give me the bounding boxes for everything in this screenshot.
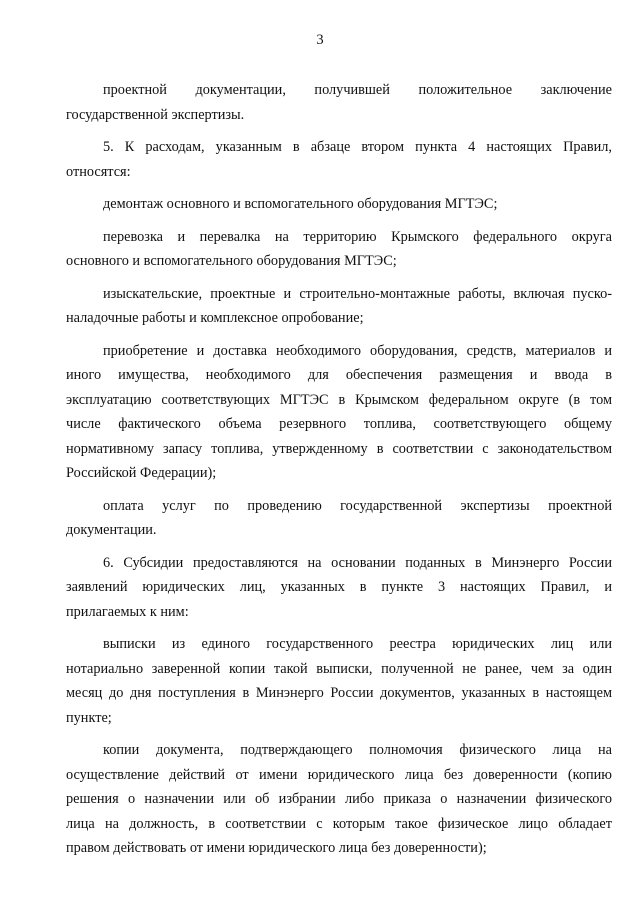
paragraph — [66, 78, 612, 127]
text-line: прилагаемых к ним: — [66, 603, 189, 620]
text-line: демонтаж основного и вспомогательного оборудования МГТЭС; — [103, 196, 498, 212]
text-line: документации. — [66, 522, 157, 538]
text-line: перевозка и перевалка на территорию Крымского федерального округа — [103, 228, 612, 245]
text-line: осуществление действий от имени юридического лица без доверенности (копию — [66, 766, 612, 783]
text-line: копии документа, подтверждающего полномочия физического лица на — [103, 742, 612, 758]
text-line: нормативному запасу топлива, утвержденному в соответствии с законодательством — [66, 440, 612, 457]
paragraph — [66, 135, 612, 184]
paragraph — [66, 282, 612, 331]
paragraph — [66, 738, 612, 861]
text-line: выписки из единого государственного реестра юридических лиц или — [103, 636, 612, 652]
text-line: решения о назначении или об избрании либо приказа о назначении физического — [66, 791, 612, 807]
paragraph — [66, 192, 612, 217]
text-line: изыскательские, проектные и строительно-монтажные работы, включая пуско- — [103, 285, 612, 302]
text-line: нотариально заверенной копии такой выписки, полученной не ранее, чем за один — [66, 660, 612, 677]
text-line: приобретение и доставка необходимого оборудования, средств, материалов и — [103, 342, 612, 359]
paragraph — [66, 225, 612, 274]
text-line: наладочные работы и комплексное опробование; — [66, 310, 364, 326]
text-line: правом действовать от имени юридического лица без доверенности); — [66, 840, 487, 856]
paragraph — [66, 632, 612, 730]
text-line: проектной документации, получившей положительное заключение — [103, 82, 612, 98]
text-line: оплата услуг по проведению государственной экспертизы проектной — [103, 497, 612, 514]
text-line: эксплуатацию соответствующих МГТЭС в Крымском федеральном округе (в том — [66, 391, 612, 408]
text-line: 6. Субсидии предоставляются на основании поданных в Минэнерго России — [103, 554, 612, 571]
paragraph — [66, 494, 612, 543]
text-line: Российской Федерации); — [66, 465, 217, 481]
paragraph — [66, 339, 612, 486]
document-body — [66, 78, 612, 869]
text-line: 5. К расходам, указанным в абзаце втором пункта 4 настоящих Правил, — [103, 139, 612, 155]
paragraph — [66, 551, 612, 625]
text-line: государственной экспертизы. — [66, 106, 245, 123]
text-line: основного и вспомогательного оборудования МГТЭС; — [66, 253, 397, 269]
text-line: относятся: — [66, 163, 131, 180]
text-line: числе фактического объема резервного топлива, соответствующего общему — [66, 416, 612, 432]
text-line: иного имущества, необходимого для обеспечения размещения и ввода в — [66, 367, 612, 383]
page-number: 3 — [316, 32, 324, 48]
text-line: лица на должность, в соответствии с которым такое физическое лицо обладает — [66, 815, 612, 832]
text-line: пункте; — [66, 709, 112, 726]
text-line: месяц до дня поступления в Минэнерго России документов, указанных в настоящем — [66, 685, 612, 701]
text-line: заявлений юридических лиц, указанных в пункте 3 настоящих Правил, и — [66, 579, 612, 595]
